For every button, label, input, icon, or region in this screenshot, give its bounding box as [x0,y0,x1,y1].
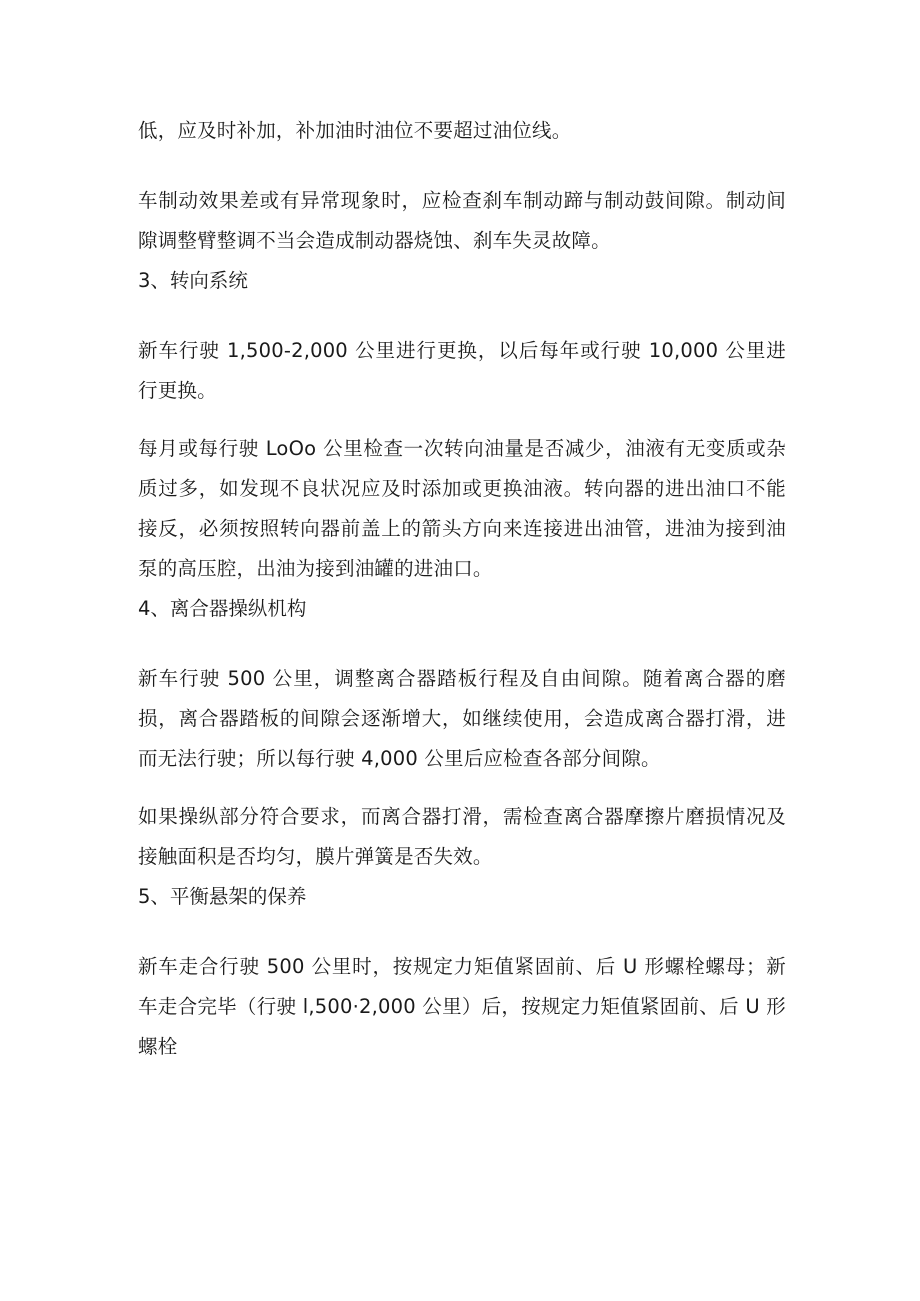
paragraph-brake-clearance: 车制动效果差或有异常现象时，应检查刹车制动蹄与制动鼓间隙。制动间隙调整臂整调不当会造成制动器烧蚀、刹车失灵故障。 [138,189,786,252]
section-heading-suspension: 5、平衡悬架的保养 [138,885,307,908]
paragraph-clutch-slip: 如果操纵部分符合要求，而离合器打滑，需检查离合器摩擦片磨损情况及接触面积是否均匀，膜片弹簧是否失效。 [138,805,786,868]
paragraph-steering-oil-check: 每月或每行驶 LoOo 公里检查一次转向油量是否减少，油液有无变质或杂质过多，如发现不良状况应及时添加或更换油液。转向器的进出油口不能接反，必须按照转向器前盖上的箭头方向来连接进出油管，进油为接到油泵的高压腔，出油为接到油罐的进油口。 [138,437,786,580]
paragraph-suspension-bolts: 新车走合行驶 500 公里时，按规定力矩值紧固前、后 U 形螺栓螺母；新车走合完毕（行驶 l,500·2,000 公里）后，按规定力矩值紧固前、后 U 形螺栓 [138,955,786,1058]
section-heading-clutch: 4、离合器操纵机构 [138,597,307,620]
paragraph-clutch-adjust: 新车行驶 500 公里，调整离合器踏板行程及自由间隙。随着离合器的磨损，离合器踏板的间隙会逐渐增大，如继续使用，会造成离合器打滑，进而无法行驶；所以每行驶 4,000 公里后应检查各部分间隙。 [138,667,786,770]
document-body [138,111,786,1067]
paragraph-steering-replacement: 新车行驶 1,500-2,000 公里进行更换，以后每年或行驶 10,000 公里进行更换。 [138,339,786,402]
section-heading-steering: 3、转向系统 [138,269,248,292]
paragraph-oil-refill: 低，应及时补加，补加油时油位不要超过油位线。 [138,119,572,142]
